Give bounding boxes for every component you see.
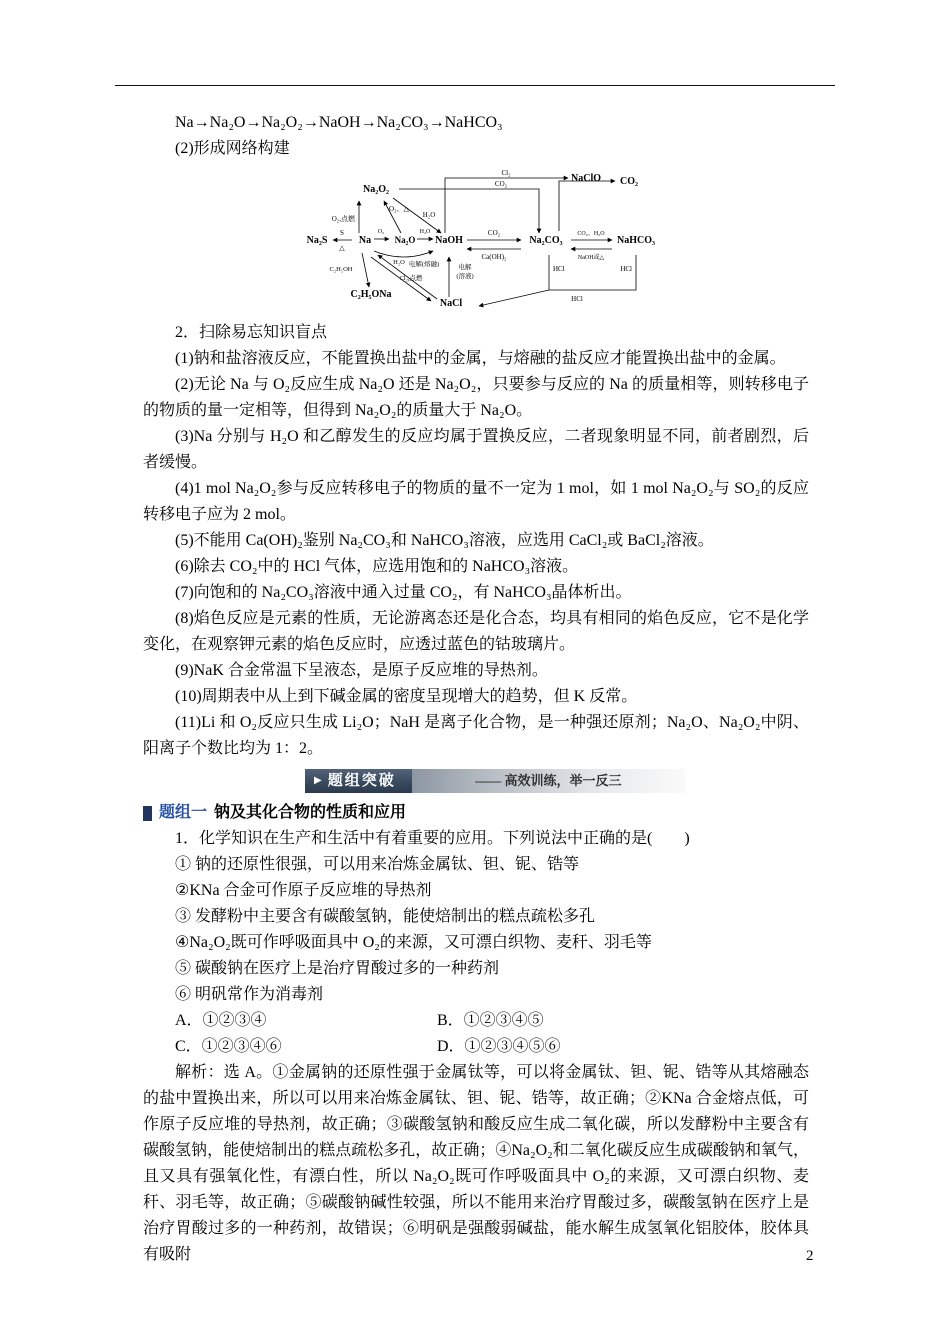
page-number: 2 (806, 1248, 814, 1264)
sodium-network-diagram (281, 165, 677, 317)
blindspot-item-3: (3)Na 分别与 H₂O 和乙醇发生的反应均属于置换反应，二者现象明显不同，前者剧烈，后者缓慢。 (143, 428, 809, 471)
node-na: Na (358, 235, 372, 246)
choices-row-2 (143, 1034, 809, 1060)
blindspot-item-9: (9)NaK 合金常温下呈液态，是原子反应堆的导热剂。 (175, 662, 548, 679)
compound-chain: Na→Na₂O→Na₂O₂→NaOH→Na₂CO₃→NaHCO₃ (175, 114, 503, 131)
network-subtitle: (2)形成网络构建 (175, 140, 290, 157)
label-sulfur: S (340, 229, 344, 237)
question-1: 1．化学知识在生产和生活中有着重要的应用。下列说法中正确的是( ) (175, 830, 690, 847)
banner-left (305, 769, 412, 793)
option-1: ① 钠的还原性很强，可以用来冶炼金属钛、钽、铌、锆等 (175, 856, 580, 873)
node-na2s: Na₂S (306, 235, 328, 246)
node-na2o: Na₂O (394, 235, 416, 245)
choice-c: C．①②③④⑥ (175, 1038, 282, 1055)
node-na2co3: Na₂CO₃ (529, 235, 563, 246)
label-hcl-1: HCl (553, 265, 565, 273)
page-content (143, 110, 809, 1268)
label-cl2-ignite: Cl₂,点燃 (399, 275, 423, 282)
label-h2o-peroxide: H₂O (422, 211, 436, 219)
group1-marker-text: 题组一 (159, 804, 208, 821)
option-3: ③ 发酵粉中主要含有碳酸氢钠，能使焙制出的糕点疏松多孔 (175, 908, 596, 925)
group-marker-icon (143, 806, 152, 821)
node-naclo: NaClO (571, 173, 601, 184)
label-o2-delta: O₂、△ (389, 205, 409, 213)
label-electrolysis-molten: 电解(熔融) (408, 261, 440, 268)
option-6: ⑥ 明矾常作为消毒剂 (175, 986, 324, 1003)
choice-b: B．①②③④⑤ (437, 1012, 544, 1029)
diagram-arrows (333, 178, 636, 306)
label-o2-oxide: O₂ (377, 229, 385, 235)
label-co2-carbonate: CO₂ (487, 229, 501, 237)
blindspot-item-7: (7)向饱和的 Na₂CO₃溶液中通入过量 CO₂，有 NaHCO₃晶体析出。 (175, 584, 632, 601)
label-ethanol: C₂H₅OH (329, 266, 353, 273)
banner-tagline: —— 高效训练，举一反三 (412, 769, 685, 793)
label-hcl-3: HCl (571, 295, 583, 303)
label-caoh2: Ca(OH)₂ (481, 253, 507, 261)
label-electrolysis-solution-1: 电解 (458, 264, 472, 271)
label-h2o-direct: H₂O (393, 259, 405, 266)
blindspot-item-1: (1)钠和盐溶液反应，不能置换出盐中的金属，与熔融的盐反应才能置换出盐中的金属。 (175, 350, 786, 367)
node-c2h5ona: C₂H₅ONa (350, 289, 392, 300)
option-2: ②KNa 合金可作原子反应堆的导热剂 (175, 882, 432, 899)
label-o2-ignite: O₂,点燃 (331, 215, 355, 223)
label-co2-peroxide: CO₂ (494, 180, 508, 188)
blindspot-item-5: (5)不能用 Ca(OH)₂鉴别 Na₂CO₃和 NaHCO₃溶液，应选用 CaCl₂或 BaCl₂溶液。 (175, 532, 714, 549)
label-electrolysis-solution-2: (溶液) (456, 273, 474, 280)
label-co2-h2o: CO₂、H₂O (577, 231, 605, 237)
node-na2o2: Na₂O₂ (363, 184, 389, 195)
section2-title: 2．扫除易忘知识盲点 (175, 324, 328, 341)
label-naoh-delta: NaOH或△ (577, 255, 605, 261)
blindspot-item-11: (11)Li 和 O₂反应只生成 Li₂O；NaH 是离子化合物，是一种强还原剂；Na₂O、Na₂O₂中阴、阳离子个数比均为 1：2。 (143, 714, 809, 757)
label-hcl-2: HCl (620, 265, 632, 273)
blindspot-item-6: (6)除去 CO₂中的 HCl 气体，应选用饱和的 NaHCO₃溶液。 (175, 558, 579, 575)
blindspot-item-8: (8)焰色反应是元素的性质，无论游离态还是化合态，均具有相同的焰色反应，它不是化学变化，在观察钾元素的焰色反应时，应透过蓝色的钴玻璃片。 (143, 610, 809, 653)
blindspot-item-4: (4)1 mol Na₂O₂参与反应转移电子的物质的量不一定为 1 mol，如 1 mol Na₂O₂与 SO₂的反应转移电子应为 2 mol。 (143, 480, 809, 523)
node-nacl: NaCl (439, 298, 463, 309)
label-h2o-oxide: H₂O (419, 229, 431, 235)
label-delta: △ (339, 244, 345, 252)
option-5: ⑤ 碳酸钠在医疗上是治疗胃酸过多的一种药剂 (175, 960, 500, 977)
blindspot-item-10: (10)周期表中从上到下碱金属的密度呈现增大的趋势，但 K 反常。 (175, 688, 638, 705)
blindspot-item-2: (2)无论 Na 与 O₂反应生成 Na₂O 还是 Na₂O₂，只要参与反应的 Na 的质量相等，则转移电子的物质的量一定相等，但得到 Na₂O₂的质量大于 Na₂O。 (143, 376, 809, 419)
banner-title: 题组突破 (327, 773, 396, 789)
group1-heading (143, 800, 809, 826)
group1-title: 钠及其化合物的性质和应用 (214, 804, 407, 821)
node-co2-top: CO₂ (620, 176, 638, 187)
node-nahco3: NaHCO₃ (617, 235, 655, 246)
play-icon: ▶ (314, 775, 322, 786)
label-cl2-top: Cl₂ (501, 169, 511, 177)
analysis-text: 解析：选 A。①金属钠的还原性强于金属钛等，可以将金属钛、钽、铌、锆等从其熔融态的盐中置换出来，所以可以用来冶炼金属钛、钽、铌、锆等，故正确；②KNa 合金熔点低，可作原子反应堆的导热剂，故正确；③碳酸氢钠和酸反应生成二氧化碳，所以发酵粉中主要含有碳酸氢钠，能使焙制出的糕点疏松多孔，故正确；④Na₂O₂和二氧化碳反应生成碳酸钠和氧气，且又具有强氧化性，有漂白性，所以 Na₂O₂既可作呼吸面具中 O₂的来源，又可漂白织物、麦秆、羽毛等，故正确；⑤碳酸钠碱性较强，所以不能用来治疗胃酸过多，碳酸氢钠在医疗上是治疗胃酸过多的一种药剂，故错误；⑥明矾是强酸弱碱盐，能水解生成氢氧化铝胶体，胶体具有吸附 (143, 1064, 809, 1263)
node-naoh: NaOH (435, 235, 463, 246)
header-rule (115, 85, 835, 86)
choice-a: A．①②③④ (175, 1012, 267, 1029)
choices-row-1 (143, 1008, 809, 1034)
topic-group-banner (305, 769, 685, 793)
option-4: ④Na₂O₂既可作呼吸面具中 O₂的来源，又可漂白织物、麦秆、羽毛等 (175, 934, 652, 951)
choice-d: D．①②③④⑤⑥ (437, 1038, 561, 1055)
